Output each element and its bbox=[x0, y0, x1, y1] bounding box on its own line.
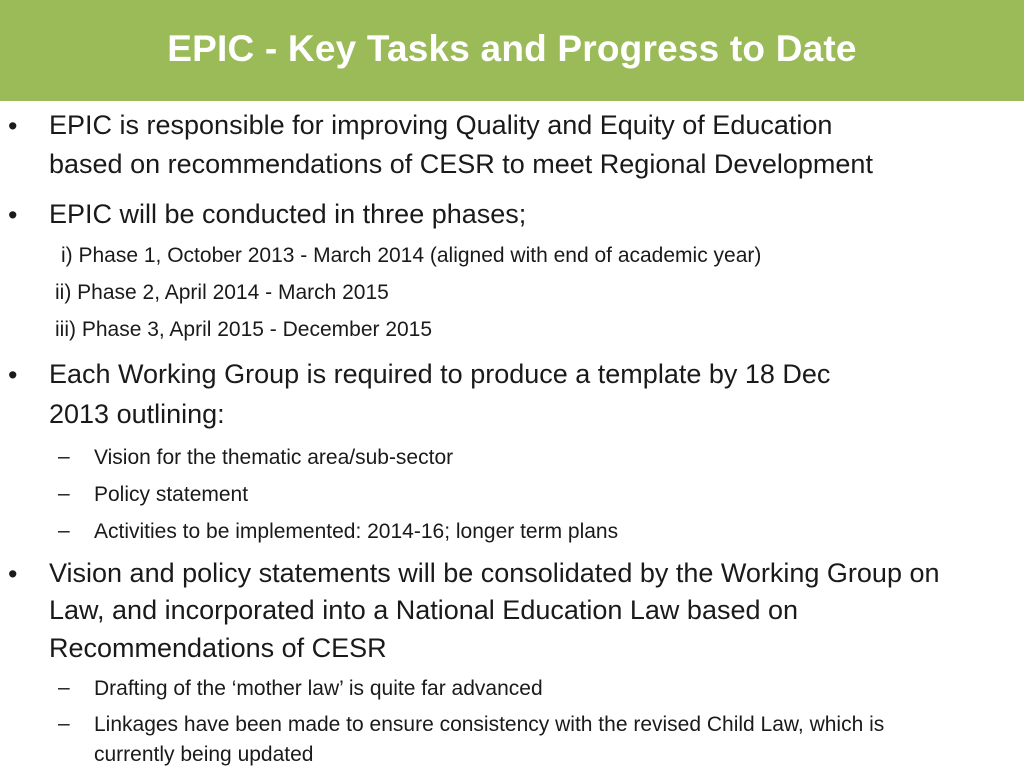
dash-marker: – bbox=[58, 445, 70, 468]
bullet-1-line-2: based on recommendations of CESR to meet Regional Development bbox=[49, 149, 873, 179]
phase-item-1: i) Phase 1, October 2013 - March 2014 (aligned with end of academic year) bbox=[61, 244, 762, 267]
template-item-2: Policy statement bbox=[94, 483, 249, 506]
dash-marker: – bbox=[58, 482, 70, 505]
law-item-2-line-1: Linkages have been made to ensure consistency with the revised Child Law, which is bbox=[94, 713, 885, 736]
bullet-1-line-1: EPIC is responsible for improving Quality and Equity of Education bbox=[49, 110, 833, 140]
bullet-marker: • bbox=[8, 200, 18, 230]
bullet-marker: • bbox=[8, 111, 18, 141]
bullet-2-line-1: EPIC will be conducted in three phases; bbox=[49, 199, 527, 229]
law-item-2-line-2: currently being updated bbox=[94, 743, 314, 766]
bullet-marker: • bbox=[8, 559, 18, 589]
phase-item-3: iii) Phase 3, April 2015 - December 2015 bbox=[55, 318, 433, 341]
law-item-1: Drafting of the ‘mother law’ is quite far advanced bbox=[94, 677, 543, 700]
bullet-4-line-1: Vision and policy statements will be consolidated by the Working Group on bbox=[49, 558, 940, 588]
template-item-1: Vision for the thematic area/sub-sector bbox=[94, 446, 454, 469]
template-item-3: Activities to be implemented: 2014-16; longer term plans bbox=[94, 520, 619, 543]
bullet-marker: • bbox=[8, 360, 18, 390]
bullet-3-line-2: 2013 outlining: bbox=[49, 399, 225, 429]
bullet-4-line-3: Recommendations of CESR bbox=[49, 633, 387, 663]
dash-marker: – bbox=[58, 676, 70, 699]
phase-item-2: ii) Phase 2, April 2014 - March 2015 bbox=[55, 281, 389, 304]
bullet-3-line-1: Each Working Group is required to produce a template by 18 Dec bbox=[49, 359, 831, 389]
dash-marker: – bbox=[58, 519, 70, 542]
bullet-4-line-2: Law, and incorporated into a National Education Law based on bbox=[49, 595, 799, 625]
dash-marker: – bbox=[58, 712, 70, 735]
slide-title: EPIC - Key Tasks and Progress to Date bbox=[167, 27, 857, 69]
